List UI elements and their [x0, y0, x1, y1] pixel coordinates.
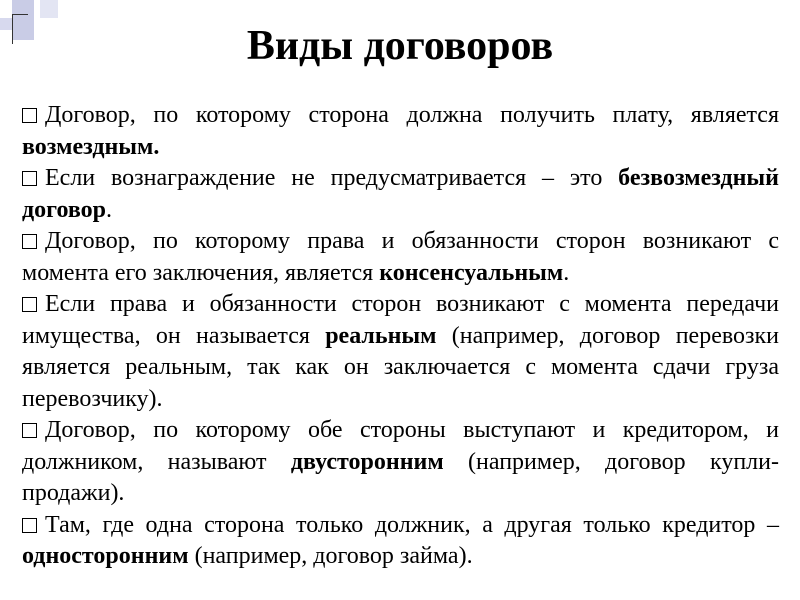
item-text: Там, где одна сторона только должник, а другая только кредитор – [45, 511, 779, 538]
item-text: Если права и обязанности сторон возникают с момента передачи имущества, он называется [22, 291, 779, 349]
list-item [22, 510, 779, 573]
item-term: двусторонним [290, 448, 444, 475]
page-title: Виды договоров [246, 23, 554, 69]
item-text-end: . [563, 259, 570, 286]
checkbox-icon [22, 108, 37, 123]
item-term: реальным [325, 322, 437, 349]
list-item [22, 163, 779, 226]
list-item [22, 289, 779, 415]
item-text: Договор, по которому сторона должна получить плату, является [45, 102, 779, 128]
decor-line-horizontal [12, 14, 28, 15]
item-text: Договор, по которому права и обязанности сторон возникают с момента его заключения, является [22, 228, 779, 286]
list-item [22, 100, 779, 163]
item-term: безвозмездный договор [22, 165, 779, 223]
item-text-end: . [106, 196, 112, 223]
checkbox-icon [22, 423, 37, 438]
list-item [22, 226, 779, 289]
bullet-list [22, 100, 779, 573]
checkbox-icon [22, 171, 37, 186]
list-item [22, 415, 779, 510]
checkbox-icon [22, 297, 37, 312]
item-term: односторонним [22, 543, 189, 569]
item-term: возмездным. [22, 133, 160, 160]
item-term: консенсуальным [379, 259, 564, 286]
checkbox-icon [22, 234, 37, 249]
checkbox-icon [22, 518, 37, 533]
item-text-end: (например, договор перевозки является реальным, так как он заключается с момента сдачи груза перевозчику). [22, 322, 779, 412]
item-text: Если вознаграждение не предусматривается – это [45, 165, 619, 191]
item-text: Договор, по которому обе стороны выступают и кредитором, и должником, называют [22, 417, 779, 475]
item-text-end: (например, договор купли-продажи). [22, 448, 779, 506]
decor-square-small [40, 0, 58, 18]
item-text-end: (например, договор займа). [188, 543, 473, 569]
